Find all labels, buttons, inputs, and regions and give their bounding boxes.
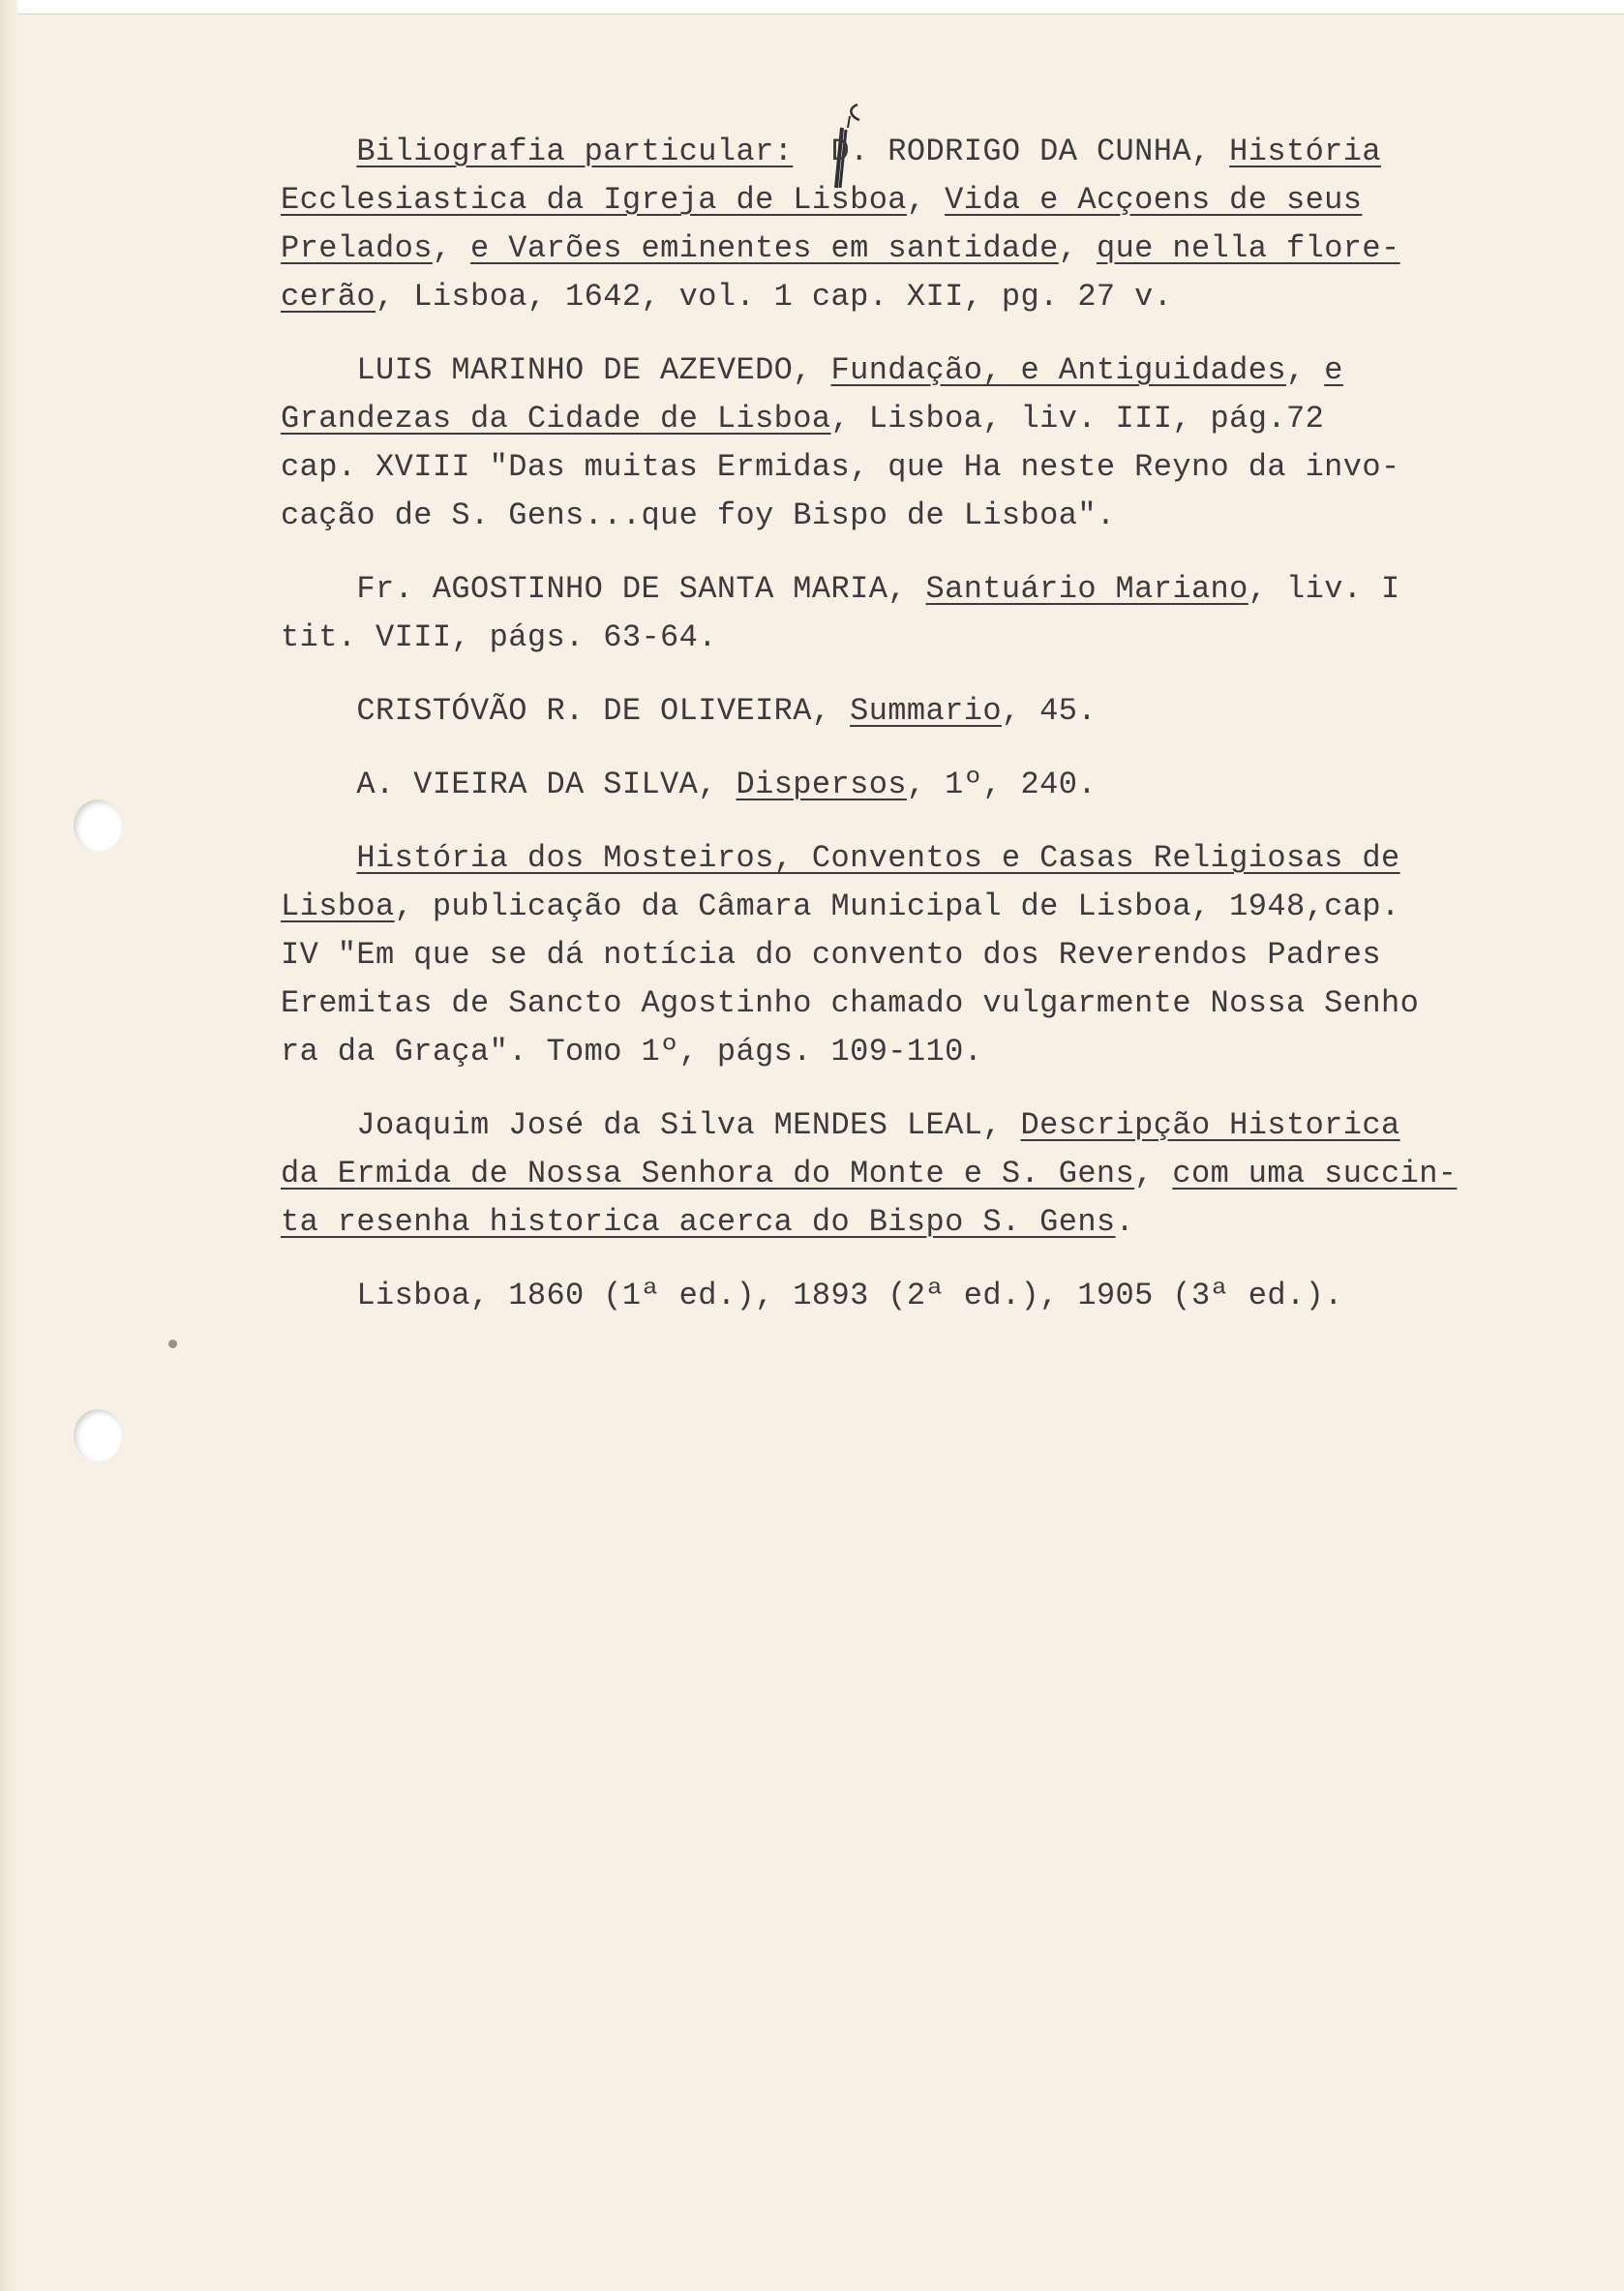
text-segment: IV "Em que se dá notícia do convento dos Reverendos Padres	[281, 937, 1381, 973]
entry-gap	[281, 1076, 1481, 1101]
bibliography-entry	[281, 1101, 1481, 1247]
text-line	[281, 761, 1481, 809]
text-segment: cap. XVIII "Das muitas Ermidas, que Ha neste Reyno da invo-	[281, 449, 1400, 485]
underlined-title-text: História	[1229, 134, 1381, 169]
text-segment: CRISTÓVÃO R. DE OLIVEIRA,	[281, 693, 851, 729]
underlined-title-text: e	[1324, 352, 1343, 388]
text-segment: cação de S. Gens...que foy Bispo de Lisboa".	[281, 497, 1116, 533]
underlined-title-text: Santuário Mariano	[925, 571, 1248, 607]
text-segment: , Lisboa, 1642, vol. 1 cap. XII, pg. 27 v.	[376, 279, 1173, 315]
text-line	[281, 347, 1481, 395]
underlined-title-text: com uma succin-	[1172, 1156, 1458, 1191]
ink-speck	[168, 1340, 177, 1348]
entry-gap	[281, 540, 1481, 565]
bibliography-entry	[281, 565, 1481, 662]
entry-gap	[281, 1247, 1481, 1272]
text-segment: ,	[432, 230, 471, 266]
text-line	[281, 1101, 1481, 1150]
underlined-title-text: Lisboa	[281, 889, 395, 924]
page-left-edge	[0, 0, 17, 2291]
underlined-title-text: Descripção Historica	[1020, 1107, 1400, 1143]
entry-gap	[281, 809, 1481, 834]
text-line	[281, 883, 1481, 931]
text-line	[281, 1150, 1481, 1198]
bibliography-entry	[281, 128, 1481, 321]
text-segment	[281, 134, 356, 169]
text-line	[281, 395, 1481, 443]
entry-gap	[281, 662, 1481, 687]
text-line	[281, 687, 1481, 736]
underlined-title-text: cerão	[281, 279, 376, 315]
text-line	[281, 225, 1481, 273]
bibliography-entry	[281, 347, 1481, 540]
bibliography-entry	[281, 834, 1481, 1076]
text-segment: Fr. AGOSTINHO DE SANTA MARIA,	[281, 571, 926, 607]
bibliography-entry	[281, 1272, 1481, 1320]
bibliography-text	[281, 128, 1481, 1320]
text-segment: ,	[1285, 352, 1325, 388]
punch-hole	[74, 1409, 122, 1462]
text-segment: ,	[1058, 230, 1097, 266]
text-segment: , publicação da Câmara Municipal de Lisboa, 1948,cap.	[394, 889, 1400, 924]
underlined-title-text: Vida e Acçoens de seus	[945, 182, 1363, 218]
bibliography-entry	[281, 761, 1481, 809]
text-segment: ra da Graça". Tomo 1º, págs. 109-110.	[281, 1034, 983, 1070]
text-line	[281, 834, 1481, 883]
text-line	[281, 128, 1481, 176]
underlined-title-text: da Ermida de Nossa Senhora do Monte e S. Gens	[281, 1156, 1135, 1191]
underlined-title-text: Dispersos	[736, 767, 907, 802]
underlined-title-text: Prelados	[281, 230, 433, 266]
entry-gap	[281, 321, 1481, 347]
text-line	[281, 565, 1481, 614]
text-line	[281, 1198, 1481, 1247]
text-segment: Lisboa, 1860 (1ª ed.), 1893 (2ª ed.), 1905 (3ª ed.).	[281, 1278, 1343, 1313]
text-segment: A. VIEIRA DA SILVA,	[281, 767, 737, 802]
text-line	[281, 1028, 1481, 1076]
text-segment: , Lisboa, liv. III, pág.72	[830, 401, 1325, 437]
text-segment: Eremitas de Sancto Agostinho chamado vulgarmente Nossa Senho	[281, 985, 1420, 1021]
text-line	[281, 931, 1481, 980]
text-segment: ,	[906, 182, 946, 218]
text-segment: LUIS MARINHO DE AZEVEDO,	[281, 352, 831, 388]
text-segment: , liv. I	[1248, 571, 1400, 607]
text-segment: , 1º, 240.	[906, 767, 1097, 802]
underlined-title-text: que nella flore-	[1096, 230, 1400, 266]
underlined-title-text: Fundação, e Antiguidades	[830, 352, 1286, 388]
underlined-title-text: e Varões eminentes em santidade	[470, 230, 1059, 266]
text-line	[281, 273, 1481, 321]
punch-hole	[74, 799, 122, 852]
underlined-title-text: Biliografia particular:	[356, 134, 794, 169]
page-top-edge	[0, 0, 1624, 15]
entry-gap	[281, 736, 1481, 761]
text-segment: ,	[1134, 1156, 1173, 1191]
text-segment: D. RODRIGO DA CUNHA,	[793, 134, 1230, 169]
text-line	[281, 443, 1481, 492]
underlined-title-text: Grandezas da Cidade de Lisboa	[281, 401, 831, 437]
underlined-title-text: História dos Mosteiros, Conventos e Casas Religiosas de	[356, 840, 1400, 876]
bibliography-entry	[281, 687, 1481, 736]
text-line	[281, 980, 1481, 1028]
underlined-title-text: Ecclesiastica da Igreja de Lisboa	[281, 182, 907, 218]
text-segment: Joaquim José da Silva MENDES LEAL,	[281, 1107, 1021, 1143]
text-line	[281, 176, 1481, 225]
text-line	[281, 492, 1481, 540]
text-segment: tit. VIII, págs. 63-64.	[281, 619, 717, 655]
text-segment: .	[1115, 1204, 1135, 1240]
underlined-title-text: Summario	[850, 693, 1002, 729]
text-segment: , 45.	[1001, 693, 1097, 729]
text-line	[281, 1272, 1481, 1320]
text-segment	[281, 840, 356, 876]
underlined-title-text: ta resenha historica acerca do Bispo S. Gens	[281, 1204, 1116, 1240]
text-line	[281, 614, 1481, 662]
